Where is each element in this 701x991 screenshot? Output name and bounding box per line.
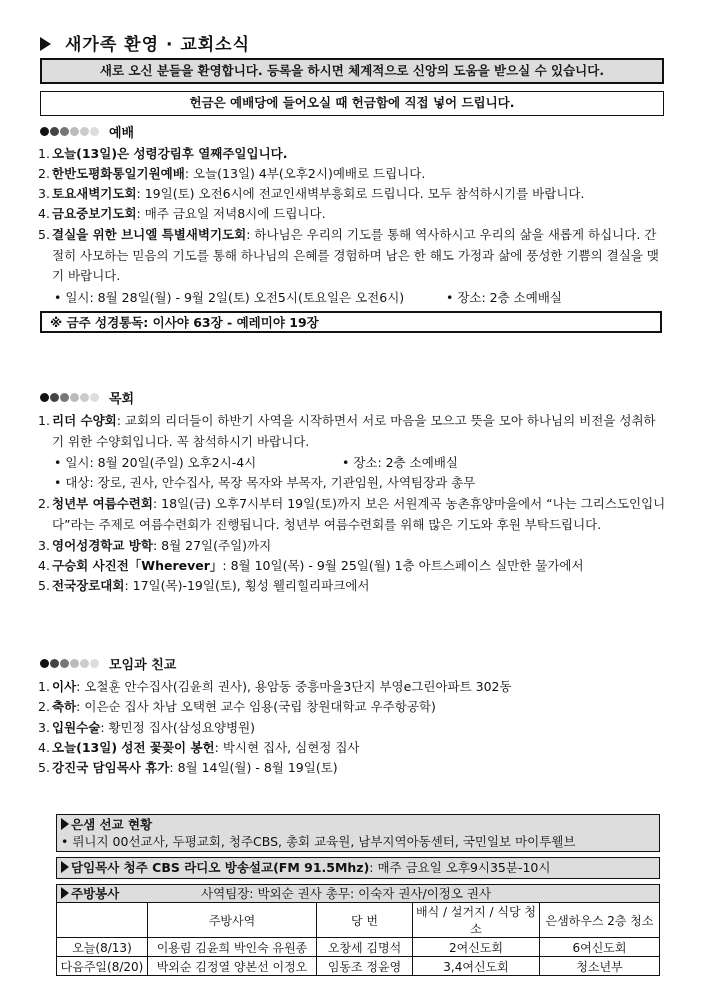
triangle-bullet-icon — [61, 818, 69, 830]
duty-leaders: 사역팀장: 박외순 권사 총무: 이숙자 권사/이정오 권사 — [201, 886, 492, 901]
dots-bullet-icon — [40, 393, 99, 402]
event-place: • 장소: 2층 소예배실 — [446, 290, 562, 305]
list-item: 2. 청년부 여름수련회: 18일(금) 오후7시부터 19일(토)까지 보은 서원계곡 농촌휴양마을에서 “나는 그리스도인입니다”라는 주제로 여름수련회가 진행됩니다. 청년부 여름수련회를 위해 많은 기도와 후원 부탁드립니다. — [38, 496, 666, 532]
list-item: 1. 리더 수양회: 교회의 리더들이 하반기 사역을 시작하면서 서로 마음을 모으고 뜻을 모아 하나님의 비전을 성취하기 위한 수양회입니다. 꼭 참석하시기 바랍니다. — [38, 413, 656, 449]
event-time: • 일시: 8월 20일(주일) 오후2시-4시 — [54, 455, 257, 470]
list-item: 4. 금요중보기도회: 매주 금요일 저녁8시에 드립니다. — [38, 206, 326, 221]
list-item: 1. 이사: 오철훈 안수집사(김윤희 권사), 용암동 중흥마을3단지 부영e그린아파트 302동 — [38, 679, 512, 694]
event-time: • 일시: 8월 28일(월) - 9월 2일(토) 오전5시(토요일은 오전6시) — [54, 290, 405, 305]
row-label: 다음주일(8/20) — [57, 957, 148, 976]
table-cell: 2여신도회 — [413, 938, 540, 957]
table-header-row — [57, 903, 660, 938]
duty-table — [56, 902, 660, 976]
mission-text: • 뤼니지 00선교사, 두평교회, 청주CBS, 총회 교육원, 남부지역아동센터, 국민일보 마이투웰브 — [61, 834, 576, 849]
list-item: 2. 한반도평화통일기원예배: 오늘(13일) 4부(오후2시)예배로 드립니다. — [38, 166, 426, 181]
page-title: 새가족 환영 · 교회소식 — [40, 30, 250, 55]
list-item: 3. 입원수술: 황민정 집사(삼성요양병원) — [38, 720, 256, 735]
column-header: 당 번 — [317, 903, 413, 938]
list-item: 5. 결실을 위한 브니엘 특별새벽기도회: 하나님은 우리의 기도를 통해 역사하시고 우리의 삶을 새롭게 하십니다. 간절히 사모하는 믿음의 기도를 통해 하나님의 은혜를 경험하며 남은 한 해도 가정과 삶에 풍성한 기쁨의 결실을 맺기 바랍니다. — [38, 227, 659, 283]
section-heading-worship: 예배 — [40, 122, 134, 141]
column-header: 은샘하우스 2층 청소 — [540, 903, 660, 938]
triangle-bullet-icon — [61, 887, 69, 899]
table-cell: 임동조 정윤영 — [317, 957, 413, 976]
table-cell: 청소년부 — [540, 957, 660, 976]
list-item: 4. 구승회 사진전「Wherever」: 8월 10일(목) - 9월 25일(월) 1층 아트스페이스 실만한 물가에서 — [38, 558, 584, 573]
list-item: 3. 영어성경학교 방학: 8월 27일(주일)까지 — [38, 538, 272, 553]
table-row — [57, 957, 660, 976]
list-item: 3. 토요새벽기도회: 19일(토) 오전6시에 전교인새벽부흥회로 드립니다. 모두 참석하시기를 바랍니다. — [38, 186, 585, 201]
duty-header — [56, 884, 660, 903]
dots-bullet-icon — [40, 127, 99, 136]
table-cell: 오창세 김명석 — [317, 938, 413, 957]
column-header: 주방사역 — [148, 903, 317, 938]
radio-box — [56, 857, 660, 879]
dots-bullet-icon — [40, 659, 99, 668]
duty-heading: 주방봉사 — [61, 885, 201, 902]
bible-reading-box: ※ 금주 성경통독: 이사야 63장 - 예레미야 19장 — [40, 311, 662, 333]
list-item: 4. 오늘(13일) 성전 꽃꽂이 봉헌: 박시현 집사, 심현정 집사 — [38, 740, 360, 755]
offering-banner: 헌금은 예배당에 들어오실 때 헌금함에 직접 넣어 드립니다. — [40, 91, 664, 116]
table-cell: 이용림 김윤희 박인숙 유원종 — [148, 938, 317, 957]
event-place: • 장소: 2층 소예배실 — [342, 455, 458, 470]
row-label: 오늘(8/13) — [57, 938, 148, 957]
welcome-banner: 새로 오신 분들을 환영합니다. 등록을 하시면 체계적으로 신앙의 도움을 받으실 수 있습니다. — [40, 58, 664, 84]
section-heading-ministry: 목회 — [40, 388, 134, 407]
table-row — [57, 938, 660, 957]
list-item: 5. 강진국 담임목사 휴가: 8월 14일(월) - 8월 19일(토) — [38, 760, 338, 775]
column-header: 배식 / 설거지 / 식당 청소 — [413, 903, 540, 938]
table-cell: 박외순 김정열 양본선 이정오 — [148, 957, 317, 976]
triangle-bullet-icon — [40, 37, 51, 51]
event-target: • 대상: 장로, 권사, 안수집사, 목장 목자와 부목자, 기관임원, 사역팀장과 총무 — [54, 475, 476, 490]
radio-text: : 매주 금요일 오후9시35분-10시 — [369, 860, 551, 875]
list-item: 1. 오늘(13일)은 성령강림후 열째주일입니다. — [38, 146, 288, 161]
mission-heading: 은샘 선교 현황 — [61, 816, 655, 833]
radio-heading: 담임목사 청주 CBS 라디오 방송설교(FM 91.5Mhz) — [71, 860, 370, 875]
list-item: 5. 전국장로대회: 17일(목)-19일(토), 횡성 웰리힐리파크에서 — [38, 578, 370, 593]
mission-box — [56, 814, 660, 852]
table-cell: 3,4여신도회 — [413, 957, 540, 976]
list-item: 2. 축하: 이은순 집사 차남 오택현 교수 임용(국립 창원대학교 우주항공학) — [38, 699, 436, 714]
table-cell: 6여신도회 — [540, 938, 660, 957]
triangle-bullet-icon — [61, 861, 69, 873]
section-heading-fellowship: 모임과 친교 — [40, 654, 176, 673]
